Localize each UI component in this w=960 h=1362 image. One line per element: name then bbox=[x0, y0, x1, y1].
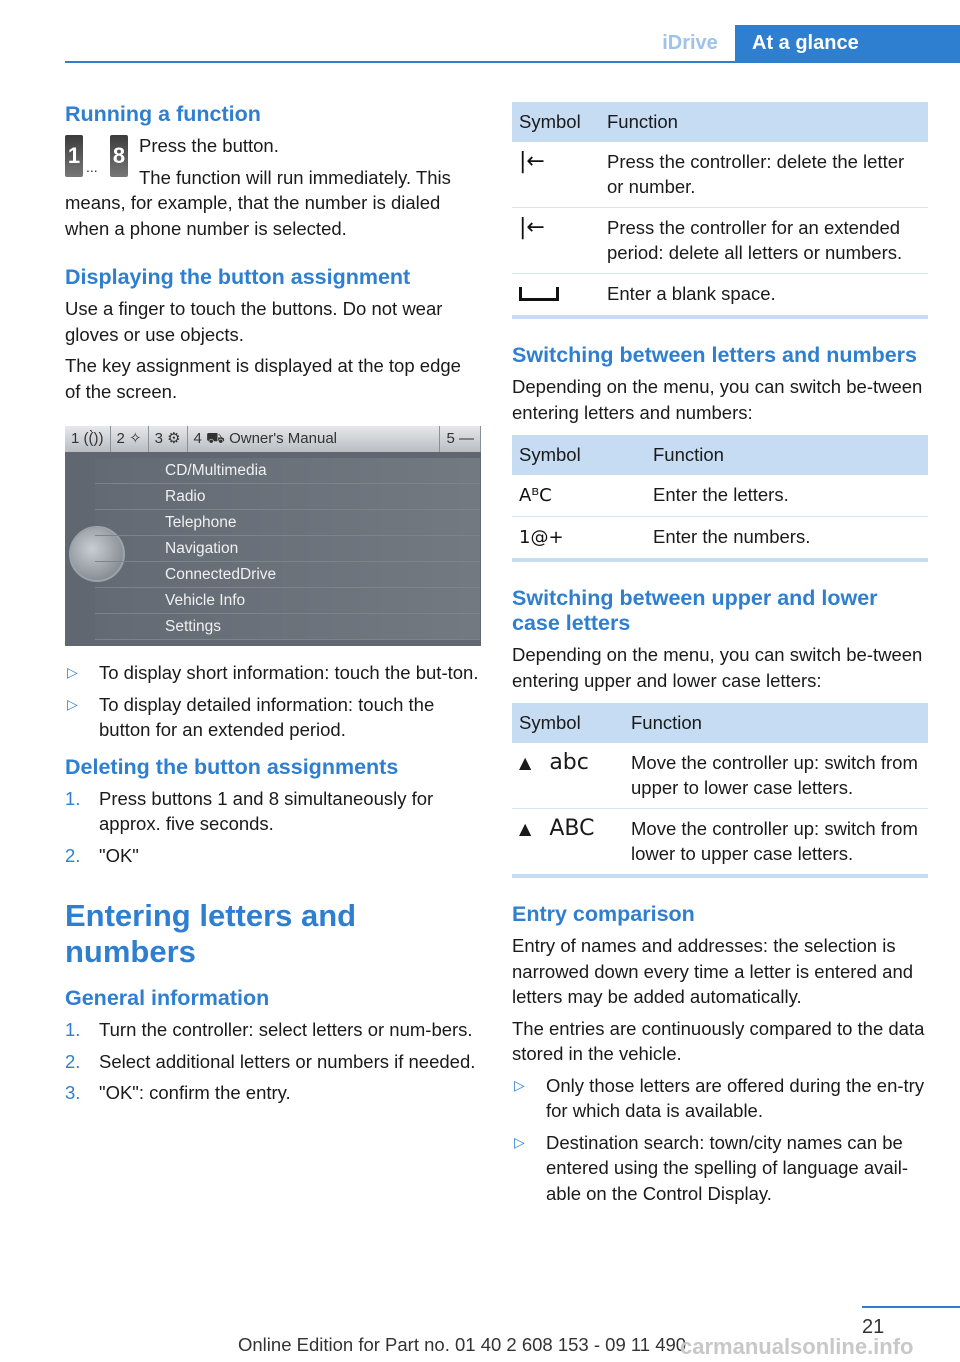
key-1-icon: 1 bbox=[65, 135, 83, 177]
list-item: 1. Press buttons 1 and 8 simultaneously for approx. five seconds. bbox=[65, 787, 434, 834]
running-function-block bbox=[65, 133, 481, 241]
list-item: 1. Turn the controller: select letters or num-bers. bbox=[65, 1019, 473, 1040]
display-assignment-heading: Displaying the button assignment bbox=[65, 265, 411, 289]
edition-footer: Online Edition for Part no. 01 40 2 608 153 - 09 11 490 bbox=[238, 1334, 687, 1355]
entry-bullet-list bbox=[512, 1073, 928, 1207]
table-cell: Enter a blank space. bbox=[600, 274, 928, 318]
running-function-text-2: The function will run immediately. This means, for example, that the number is dialed when a phone number is selected. bbox=[65, 166, 451, 239]
table-header-symbol: Symbol bbox=[512, 435, 646, 475]
delete-assignment-heading: Deleting the button assignments bbox=[65, 754, 399, 779]
table-row bbox=[512, 517, 928, 561]
table-row bbox=[512, 475, 928, 517]
table-row bbox=[512, 208, 928, 274]
assignment-slot-5: 5 — bbox=[440, 426, 481, 452]
case-switch-table bbox=[512, 703, 928, 878]
header-rule bbox=[65, 61, 960, 63]
right-column bbox=[512, 102, 928, 1214]
menu-item: Navigation bbox=[95, 536, 480, 562]
header-chapter-tab: At a glance bbox=[735, 25, 960, 63]
table-row bbox=[512, 809, 928, 877]
general-information-heading: General information bbox=[65, 986, 270, 1010]
table-cell: Press the controller: delete the letter or number. bbox=[600, 142, 928, 208]
general-steps-list bbox=[65, 1017, 481, 1106]
favorite-buttons-icon bbox=[65, 135, 129, 179]
blank-space-icon bbox=[519, 287, 559, 301]
switch-case-text: Depending on the menu, you can switch be-tween entering upper and lower case letters: bbox=[512, 644, 923, 691]
menu-item: Settings bbox=[95, 614, 480, 640]
table-header-symbol: Symbol bbox=[512, 102, 600, 142]
entry-comparison-heading: Entry comparison bbox=[512, 902, 695, 926]
upper-case-icon: ▲ ABC bbox=[519, 816, 595, 841]
letters-mode-icon: AᴮC bbox=[519, 485, 552, 506]
footer-rule bbox=[862, 1306, 960, 1308]
list-item: ▷ Destination search: town/city names can be entered using the spelling of language avail-able on the Control Display. bbox=[512, 1130, 928, 1207]
table-header-function: Function bbox=[624, 703, 928, 743]
delete-char-icon: |← bbox=[519, 149, 545, 174]
menu-item: Telephone bbox=[95, 510, 480, 536]
main-menu-list bbox=[95, 458, 480, 640]
table-header-function: Function bbox=[600, 102, 928, 142]
list-item: ▷ Only those letters are offered during the en-try for which data is available. bbox=[512, 1073, 928, 1124]
list-item: 2. Select additional letters or numbers if needed. bbox=[65, 1050, 476, 1072]
table-cell: Move the controller up: switch from lower to upper case letters. bbox=[624, 809, 928, 877]
page-number: 21 bbox=[862, 1316, 885, 1338]
table-cell: Move the controller up: switch from upper to lower case letters. bbox=[624, 743, 928, 809]
button-assignment-bar bbox=[65, 426, 481, 452]
header-section-tab: iDrive bbox=[662, 32, 718, 54]
switch-letters-numbers-text: Depending on the menu, you can switch be-tween entering letters and numbers: bbox=[512, 376, 923, 423]
list-item: ▷ To display detailed information: touch the button for an extended period. bbox=[65, 692, 481, 743]
table-cell: Press the controller for an extended period: delete all letters or numbers. bbox=[600, 208, 928, 274]
list-item: ▷ To display short information: touch the but-ton. bbox=[65, 660, 481, 686]
left-column bbox=[65, 102, 481, 1114]
list-item: 2. "OK" bbox=[65, 844, 139, 866]
list-item: 3. "OK": confirm the entry. bbox=[65, 1082, 291, 1103]
delete-symbol-table bbox=[512, 102, 928, 319]
table-row bbox=[512, 743, 928, 809]
key-dots: ... bbox=[86, 159, 98, 175]
delete-all-icon: |← bbox=[519, 215, 545, 240]
menu-item: ConnectedDrive bbox=[95, 562, 480, 588]
numbers-mode-icon: 1@+ bbox=[519, 527, 564, 548]
switch-case-heading: Switching between upper and lower case letters bbox=[512, 586, 878, 635]
entry-comparison-text-1: Entry of names and addresses: the selection is narrowed down every time a letter is entered and letters may be added automatically. bbox=[512, 935, 914, 1007]
switch-letters-numbers-heading: Switching between letters and numbers bbox=[512, 343, 917, 367]
delete-steps-list bbox=[65, 786, 481, 869]
control-display-screenshot bbox=[65, 426, 481, 646]
display-bullet-list bbox=[65, 660, 481, 743]
menu-item: CD/Multimedia bbox=[95, 458, 480, 484]
assignment-slot-2: 2 ✧ bbox=[111, 426, 149, 452]
display-assignment-text-2: The key assignment is displayed at the top edge of the screen. bbox=[65, 355, 461, 402]
watermark: carmanualsonline.info bbox=[680, 1334, 914, 1359]
table-header-function: Function bbox=[646, 435, 928, 475]
display-assignment-text-1: Use a finger to touch the buttons. Do not wear gloves or use objects. bbox=[65, 298, 443, 345]
table-row bbox=[512, 142, 928, 208]
table-header-symbol: Symbol bbox=[512, 703, 624, 743]
table-cell: Enter the letters. bbox=[646, 475, 928, 517]
arrow-up-icon: ▲ bbox=[519, 819, 532, 838]
lower-case-icon: ▲ abc bbox=[519, 750, 589, 775]
assignment-slot-3: 3 ⚙ bbox=[149, 426, 188, 452]
key-8-icon: 8 bbox=[110, 135, 128, 177]
table-row bbox=[512, 274, 928, 318]
running-function-text-1: Press the button. bbox=[139, 135, 279, 156]
arrow-up-icon: ▲ bbox=[519, 753, 532, 772]
letters-numbers-table bbox=[512, 435, 928, 562]
menu-item: Vehicle Info bbox=[95, 588, 480, 614]
assignment-slot-4: 4 ⛟ Owner's Manual bbox=[188, 426, 441, 452]
running-function-heading: Running a function bbox=[65, 102, 261, 126]
table-cell: Enter the numbers. bbox=[646, 517, 928, 561]
menu-item: Radio bbox=[95, 484, 480, 510]
entry-comparison-text-2: The entries are continuously compared to the data stored in the vehicle. bbox=[512, 1017, 925, 1064]
assignment-slot-1: 1 ((̀)) bbox=[65, 426, 111, 452]
entering-letters-heading: Entering letters and numbers bbox=[65, 898, 357, 969]
